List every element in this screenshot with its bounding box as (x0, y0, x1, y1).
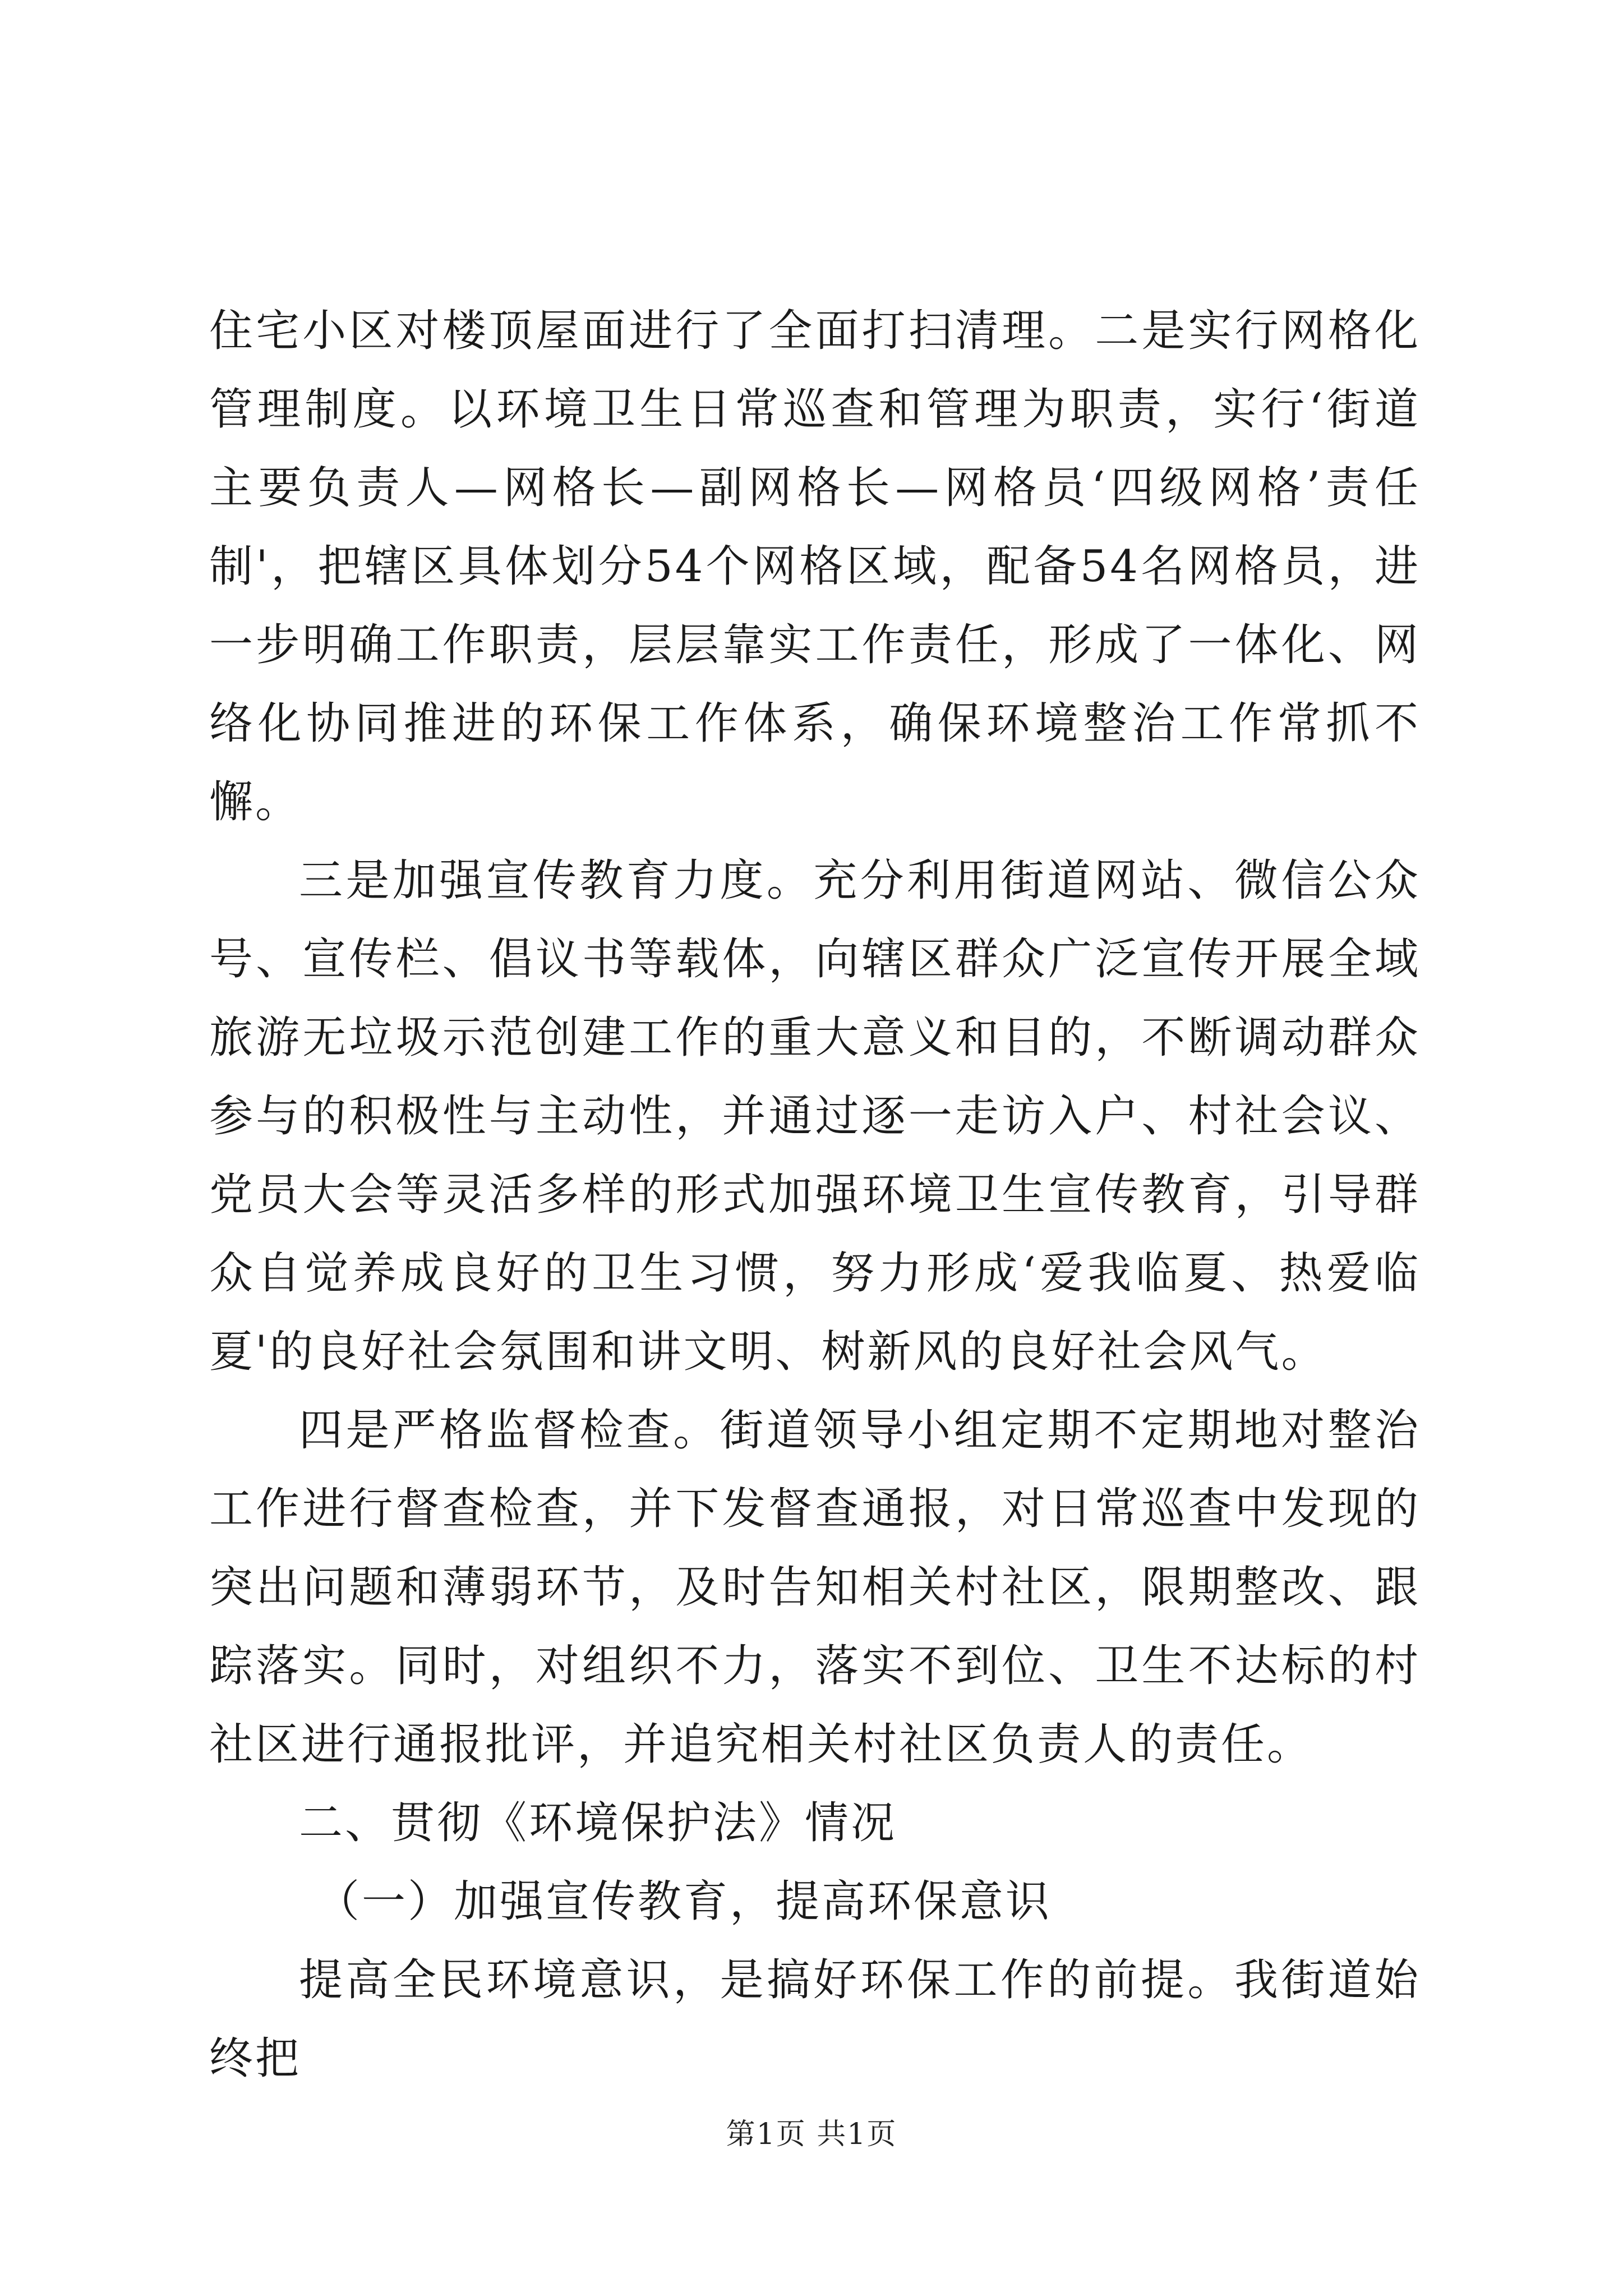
subsection-heading: （一）加强宣传教育，提高环保意识 (316, 1876, 1052, 1927)
paragraph-continuation: 住宅小区对楼顶屋面进行了全面打扫清理。二是实行网格化管理制度。以环境卫生日常巡查和管理为职责，实行‘街道主要负责人—网格长—副网格长—网格员‘四级网格’责任制'，把辖区具体划分54个网格区域，配备54名网格员，进一步明确工作职责，层层靠实工作责任，形成了一体化、网络化协同推进的环保工作体系，确保环境整治工作常抓不懈。 (209, 306, 1421, 827)
paragraph-supervision: 四是严格监督检查。街道领导小组定期不定期地对整治工作进行督查检查，并下发督查通报，对日常巡查中发现的突出问题和薄弱环节，及时告知相关村社区，限期整改、跟踪落实。同时，对组织不力，落实不到位、卫生不达标的村社区进行通报批评，并追究相关村社区负责人的责任。 (209, 1405, 1421, 1770)
page-footer: 第1页 共1页 (726, 2118, 897, 2151)
document-body (209, 292, 1421, 2098)
paragraph-publicity: 三是加强宣传教育力度。充分利用街道网站、微信公众号、宣传栏、倡议书等载体，向辖区群众广泛宣传开展全域旅游无垃圾示范创建工作的重大意义和目的，不断调动群众参与的积极性与主动性，并通过逐一走访入户、村社会议、党员大会等灵活多样的形式加强环境卫生宣传教育，引导群众自觉养成良好的卫生习惯，努力形成‘爱我临夏、热爱临夏'的良好社会氛围和讲文明、树新风的良好社会风气。 (209, 855, 1421, 1377)
paragraph-awareness: 提高全民环境意识，是搞好环保工作的前提。我街道始终把 (209, 1955, 1421, 2084)
section-heading: 二、贯彻《环境保护法》情况 (299, 1798, 897, 1848)
